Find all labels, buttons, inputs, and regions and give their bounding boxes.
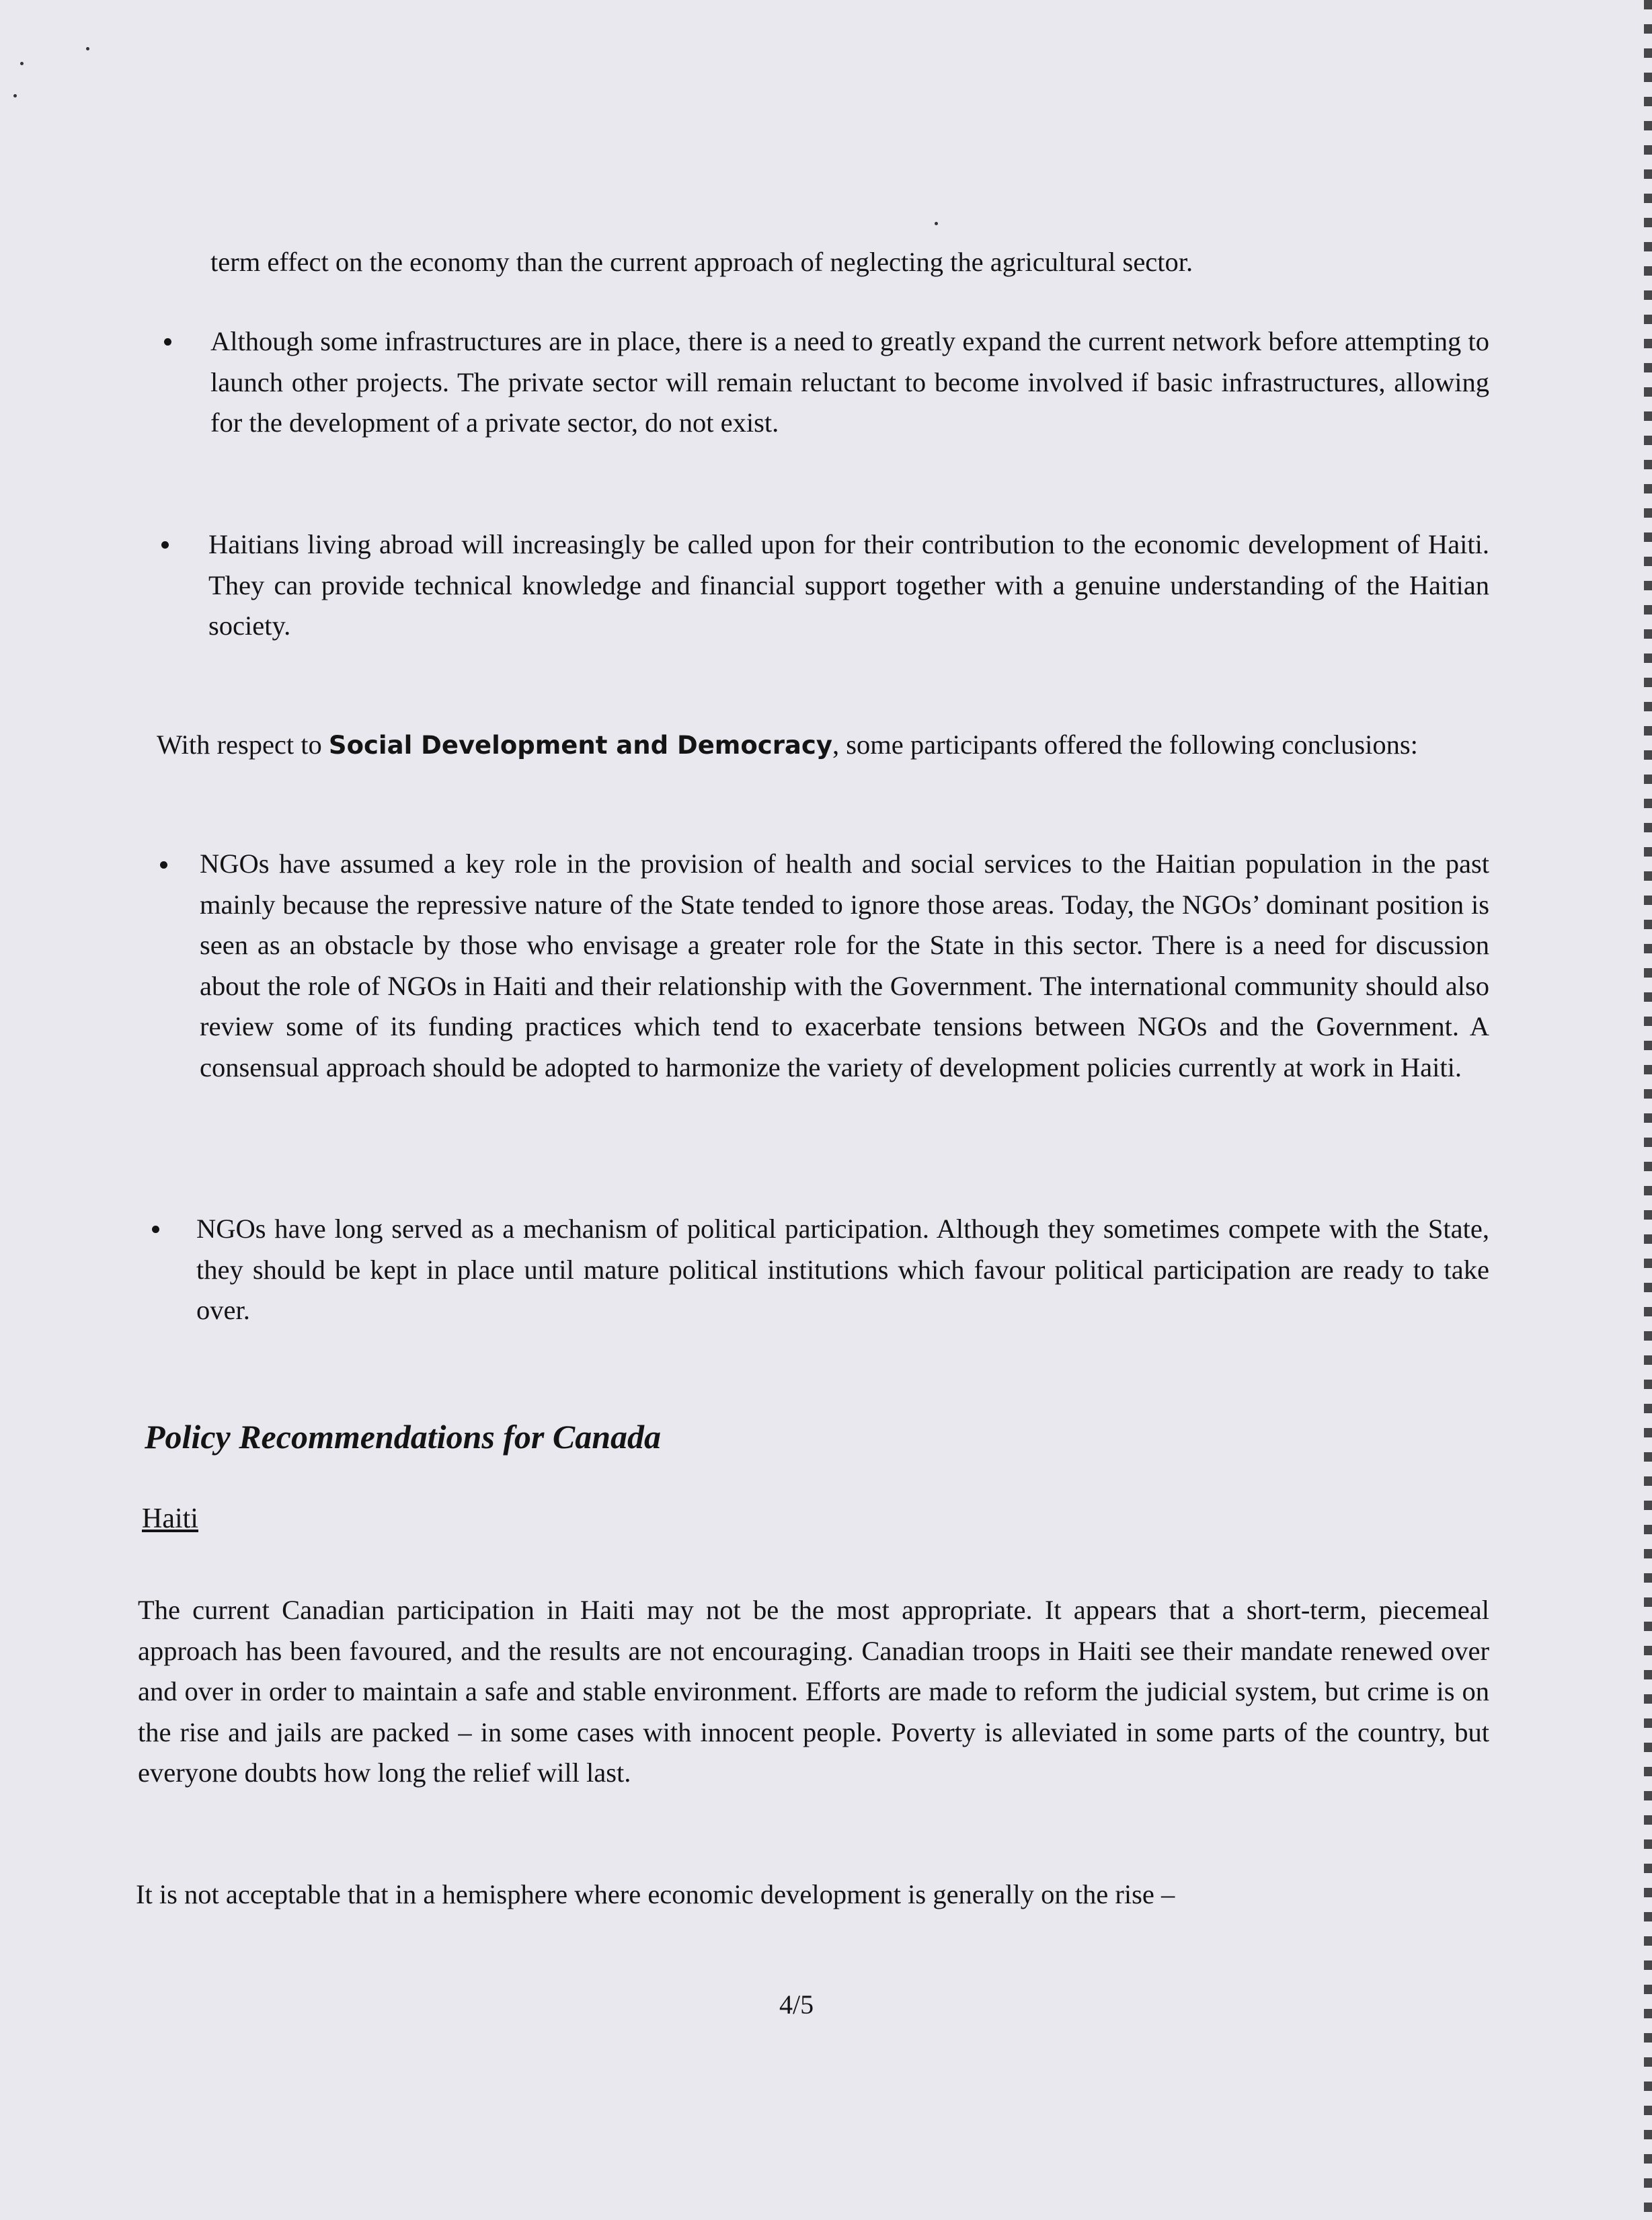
final-paragraph [136, 1874, 1489, 1915]
paragraph-text: It is not acceptable that in a hemisphere where economic development is generally on the rise – [136, 1879, 1175, 1909]
paragraph-text: The current Canadian participation in Haiti may not be the most appropriate. It appears that a short-term, piecemeal approach has been favoured, and the results are not encouraging. Canadian troops in Haiti see their mandate renewed over and over in order to maintain a safe and stable environment. Efforts are made to reform the judicial system, but crime is on the rise and jails are packed – in some cases with innocent people. Poverty is alleviated in some parts of the country, but everyone doubts how long the relief will last. [138, 1595, 1489, 1788]
bullet-marker [164, 338, 171, 346]
subsection-heading: Haiti [142, 1503, 198, 1534]
bullet-marker [152, 1226, 159, 1233]
section-topic: Social Development and Democracy [328, 731, 832, 760]
scan-speck [86, 47, 89, 50]
haiti-paragraph [138, 1590, 1489, 1794]
scan-edge-marks [1644, 0, 1652, 2220]
scan-speck [13, 94, 17, 97]
bullet-text: NGOs have long served as a mechanism of political participation. Although they sometimes compete with the State, they should be kept in place until mature political institutions which favour political participation are ready to take over. [196, 1214, 1489, 1325]
section-heading: Policy Recommendations for Canada [145, 1418, 662, 1456]
bullet-text: NGOs have assumed a key role in the provision of health and social services to the Haitian population in the past mainly because the repressive nature of the State tended to ignore those areas. Today, the NGOs’ dominant position is seen as an obstacle by those who envisage a greater role for the State in this sector. There is a need for discussion about the role of NGOs in Haiti and their relationship with the Government. The international community should also review some of its funding practices which tend to exacerbate tensions between NGOs and the Government. A consensual approach should be adopted to harmonize the variety of development policies currently at work in Haiti. [200, 848, 1489, 1082]
bullet-marker [161, 541, 169, 549]
bullet-text: Haitians living abroad will increasingly be called upon for their contribution to the economic development of Haiti. They can provide technical knowledge and financial support together with a genuine understanding of the Haitian society. [208, 529, 1489, 641]
continuation-text [210, 242, 1489, 283]
page-number: 4/5 [779, 1989, 814, 2020]
intro-text: , some participants offered the following conclusions: [832, 729, 1418, 760]
scan-speck [20, 62, 24, 65]
bullet-marker [160, 861, 167, 869]
bullet-text: Although some infrastructures are in place, there is a need to greatly expand the current network before attempting to launch other projects. The private sector will remain reluctant to become involved if basic infrastructures, allowing for the development of a private sector, do not exist. [210, 326, 1489, 438]
continuation-line: term effect on the economy than the current approach of neglecting the agricultural sector. [210, 247, 1193, 277]
social-intro-paragraph [157, 725, 1489, 766]
scan-speck [935, 222, 938, 225]
intro-text: With respect to [157, 729, 329, 760]
